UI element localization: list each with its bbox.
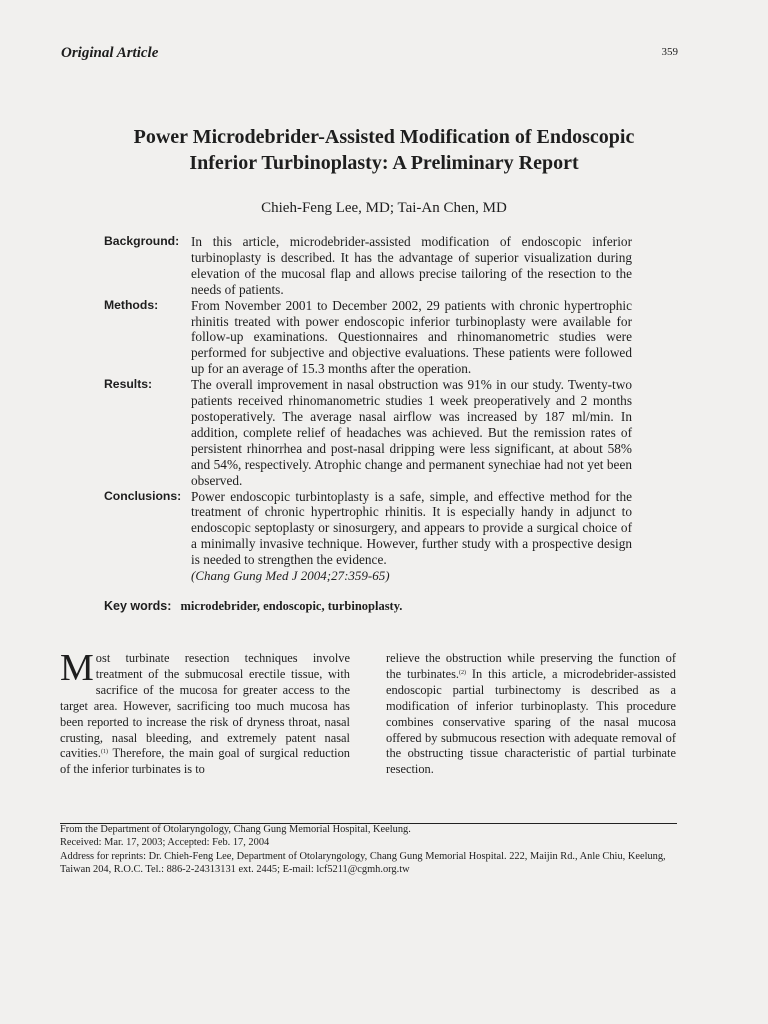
reference-2[interactable]: (2) [459,669,467,676]
abstract-background [104,234,632,298]
drop-cap: M [60,647,94,689]
title-line-1: Power Microdebrider-Assisted Modification of Endoscopic [133,126,635,148]
article-type-label: Original Article [61,45,159,61]
body-right-text-2: In this article, a microdebrider-assisted endoscopic partial turbinectomy is described as a modification of inferior turbinoplasty. This procedure combines conservative sparing of the nasal mucosa offered by submucous resection with adequate removal of the obstructing tissue characteristic of partial turbinate resection. [386,666,676,777]
footnote-address: Address for reprints: Dr. Chieh-Feng Lee, Department of Otolaryngology, Chang Gung Memorial Hospital. 222, Maijin Rd., Anle Chiu, Keelung, Taiwan 204, R.O.C. Tel.: 886-2-24313131 ext. 2445; E-mail: lcf5211@cgmh.org.tw [60,850,666,875]
footnotes [60,823,680,876]
abstract [104,234,632,584]
keywords [104,599,402,614]
body-right-text-1: relieve the obstruction while preserving the function of the turbinates. [386,651,676,681]
body-left-text-1: ost turbinate resection techniques involve treatment of the submucosal erectile tissue, with sacrifice of the mucosa for greater access to the target area. However, sacrificing too much mucosa has been reported to increase the risk of dryness throat, nasal crusting, nasal bleeding, and extremely patent nasal cavities. [60,651,350,761]
footnote-dates: Received: Mar. 17, 2003; Accepted: Feb. 17, 2004 [60,837,270,849]
background-label: Background: [104,234,180,248]
methods-text: From November 2001 to December 2002, 29 patients with chronic hypertrophic rhinitis treated with power endoscopic inferior turbinoplasty were available for follow-up examinations. Questionnaires and rhinomanometric studies were performed for subjective and objective evaluations. These patients were followed up for an average of 15.3 months after the operation. [191,297,632,377]
background-text: In this article, microdebrider-assisted modification of endoscopic inferior turbinoplasty is described. It has the advantage of superior visualization during elevation of the mucosal flap and allows precise tailoring of the resection to the needs of patients. [191,234,632,297]
abstract-results [104,377,632,488]
methods-label: Methods: [104,297,159,312]
results-text: The overall improvement in nasal obstruction was 91% in our study. Twenty-two patients received rhinomanometric studies 1 week preoperatively and 2 months postoperatively. The average nasal airflow was increased by 187 ml/min. In addition, complete relief of headaches was achieved. But the remission rates of persistent rhinorrhea and post-nasal dripping were less significant, at about 58% and 54%, respectively. Atrophic change and permanent synechiae had not yet been observed. [191,377,632,488]
page-number: 359 [661,46,678,58]
body-left-text-2: Therefore, the main goal of surgical reduction of the inferior turbinates is to [60,746,350,777]
body-column-right [386,651,676,778]
reference-1[interactable]: (1) [100,749,108,756]
conclusions-label: Conclusions: [104,488,182,503]
footnote-department: From the Department of Otolaryngology, Chang Gung Memorial Hospital, Keelung. [60,824,411,835]
authors: Chieh-Feng Lee, MD; Tai-An Chen, MD [261,200,507,216]
citation: (Chang Gung Med J 2004;27:359-65) [191,568,390,584]
abstract-methods [104,298,632,378]
conclusions-text: Power endoscopic turbintoplasty is a safe, simple, and effective method for the treatment of chronic hypertrophic rhinitis. It is especially handy in adjunct to endoscopic septoplasty or sinosurgery, and appears to provide a surgical choice of a minimally invasive technique. However, further study with a prospective design is needed to strengthen the evidence. [191,488,632,568]
body-column-left [60,647,350,778]
results-label: Results: [104,377,153,392]
article-title [60,124,708,176]
keywords-text: microdebrider, endoscopic, turbinoplasty. [180,599,403,613]
keywords-label: Key words: [104,599,172,613]
abstract-conclusions [104,489,632,569]
title-line-2: Inferior Turbinoplasty: A Preliminary Report [189,152,579,174]
